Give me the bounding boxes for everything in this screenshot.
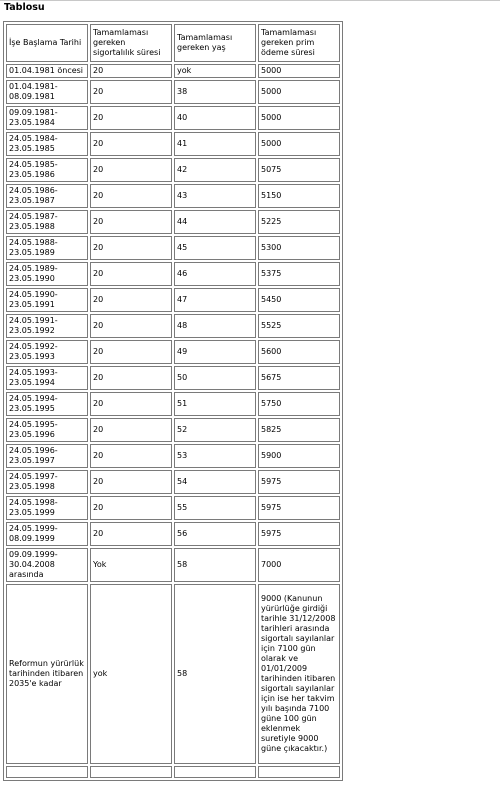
cell-start-date: 24.05.1995-23.05.1996	[6, 418, 88, 442]
cell-insurance-period: 20	[90, 392, 172, 416]
table-row	[6, 522, 340, 546]
cell-age: 58	[174, 548, 256, 582]
cell-age: 43	[174, 184, 256, 208]
cell-age: 44	[174, 210, 256, 234]
table-row	[6, 548, 340, 582]
cell-premium-days: 5975	[258, 522, 340, 546]
top-border-line	[0, 0, 500, 1]
cell-age: 50	[174, 366, 256, 390]
table-row	[6, 470, 340, 494]
cell-premium-days: 9000 (Kanunun yürürlüğe girdiği tarihle 31/12/2008 tarihleri arasında sigortalı sayılanlar için 7100 gün olarak ve 01/01/2009 tarihinden itibaren sigortalı sayılanlar için ise her takvim yılı başında 7100 güne 100 gün eklenmek suretiyle 9000 güne çıkacaktır.)	[258, 584, 340, 764]
cell-start-date: 24.05.1989-23.05.1990	[6, 262, 88, 286]
cell-start-date: 24.05.1986-23.05.1987	[6, 184, 88, 208]
cell-insurance-period: 20	[90, 314, 172, 338]
cell-premium-days: 5975	[258, 496, 340, 520]
cell-insurance-period: 20	[90, 262, 172, 286]
cell-age: 56	[174, 522, 256, 546]
cell-premium-days: 5675	[258, 366, 340, 390]
cell-start-date: 24.05.1996-23.05.1997	[6, 444, 88, 468]
table-row	[6, 236, 340, 260]
cell-start-date: 01.04.1981 öncesi	[6, 64, 88, 78]
cell-age: 42	[174, 158, 256, 182]
cell-premium-days: 5225	[258, 210, 340, 234]
retirement-conditions-table	[3, 21, 343, 781]
cell-premium-days: 5000	[258, 64, 340, 78]
cell-insurance-period: yok	[90, 584, 172, 764]
cell-premium-days: 5525	[258, 314, 340, 338]
cell-insurance-period: 20	[90, 444, 172, 468]
cell-insurance-period: 20	[90, 366, 172, 390]
table-row	[6, 132, 340, 156]
cell-start-date: 01.04.1981-08.09.1981	[6, 80, 88, 104]
cell-premium-days: 5300	[258, 236, 340, 260]
table-row	[6, 496, 340, 520]
cell-insurance-period: 20	[90, 80, 172, 104]
table-header-row	[6, 24, 340, 62]
cell-start-date: 24.05.1991-23.05.1992	[6, 314, 88, 338]
cell-start-date: 24.05.1990-23.05.1991	[6, 288, 88, 312]
table-row	[6, 392, 340, 416]
cell-start-date: 09.09.1981-23.05.1984	[6, 106, 88, 130]
table-row	[6, 184, 340, 208]
table-row	[6, 288, 340, 312]
header-start-date: İşe Başlama Tarihi	[6, 24, 88, 62]
cell-insurance-period: 20	[90, 496, 172, 520]
cell-empty	[258, 766, 340, 778]
cell-insurance-period: 20	[90, 470, 172, 494]
cell-start-date: 24.05.1997-23.05.1998	[6, 470, 88, 494]
cell-start-date: 24.05.1984-23.05.1985	[6, 132, 88, 156]
cell-start-date: 24.05.1987-23.05.1988	[6, 210, 88, 234]
cell-age: 45	[174, 236, 256, 260]
table-row	[6, 444, 340, 468]
cell-age: 54	[174, 470, 256, 494]
cell-insurance-period: 20	[90, 64, 172, 78]
cell-start-date: 24.05.1998-23.05.1999	[6, 496, 88, 520]
header-insurance-period: Tamamlaması gereken sigortalılık süresi	[90, 24, 172, 62]
cell-age: 51	[174, 392, 256, 416]
cell-premium-days: 5000	[258, 106, 340, 130]
cell-premium-days: 5750	[258, 392, 340, 416]
cell-age: 52	[174, 418, 256, 442]
cell-start-date: 24.05.1988-23.05.1989	[6, 236, 88, 260]
cell-age: 38	[174, 80, 256, 104]
header-age: Tamamlaması gereken yaş	[174, 24, 256, 62]
cell-premium-days: 7000	[258, 548, 340, 582]
table-row	[6, 64, 340, 78]
cell-insurance-period: 20	[90, 184, 172, 208]
cell-start-date: Reformun yürürlük tarihinden itibaren 2035'e kadar	[6, 584, 88, 764]
cell-premium-days: 5000	[258, 132, 340, 156]
table-row	[6, 210, 340, 234]
cell-insurance-period: 20	[90, 210, 172, 234]
table-row	[6, 340, 340, 364]
cell-insurance-period: 20	[90, 106, 172, 130]
cell-premium-days: 5375	[258, 262, 340, 286]
table-row	[6, 106, 340, 130]
cell-premium-days: 5900	[258, 444, 340, 468]
table-row	[6, 418, 340, 442]
table-row	[6, 158, 340, 182]
cell-age: 40	[174, 106, 256, 130]
cell-premium-days: 5150	[258, 184, 340, 208]
header-premium-days: Tamamlaması gereken prim ödeme süresi	[258, 24, 340, 62]
cell-insurance-period: 20	[90, 288, 172, 312]
table-row	[6, 80, 340, 104]
cell-start-date: 24.05.1993-23.05.1994	[6, 366, 88, 390]
cell-insurance-period: 20	[90, 522, 172, 546]
cell-premium-days: 5075	[258, 158, 340, 182]
cell-premium-days: 5450	[258, 288, 340, 312]
cell-age: 55	[174, 496, 256, 520]
cell-insurance-period: 20	[90, 236, 172, 260]
cell-premium-days: 5000	[258, 80, 340, 104]
cell-start-date: 24.05.1985-23.05.1986	[6, 158, 88, 182]
table-row	[6, 262, 340, 286]
table-heading: Tablosu	[4, 2, 45, 13]
cell-start-date: 24.05.1992-23.05.1993	[6, 340, 88, 364]
cell-age: 46	[174, 262, 256, 286]
cell-premium-days: 5600	[258, 340, 340, 364]
cell-start-date: 24.05.1994-23.05.1995	[6, 392, 88, 416]
cell-age: 48	[174, 314, 256, 338]
cell-insurance-period: 20	[90, 418, 172, 442]
cell-age: 53	[174, 444, 256, 468]
cell-insurance-period: 20	[90, 158, 172, 182]
cell-insurance-period: 20	[90, 132, 172, 156]
cell-age: 58	[174, 584, 256, 764]
cell-age: 49	[174, 340, 256, 364]
cell-premium-days: 5975	[258, 470, 340, 494]
cell-age: 41	[174, 132, 256, 156]
cell-insurance-period: Yok	[90, 548, 172, 582]
table-row	[6, 584, 340, 764]
table-row-empty	[6, 766, 340, 778]
cell-premium-days: 5825	[258, 418, 340, 442]
cell-empty	[90, 766, 172, 778]
cell-start-date: 24.05.1999-08.09.1999	[6, 522, 88, 546]
cell-empty	[174, 766, 256, 778]
cell-age: yok	[174, 64, 256, 78]
cell-empty	[6, 766, 88, 778]
table-row	[6, 366, 340, 390]
cell-age: 47	[174, 288, 256, 312]
cell-insurance-period: 20	[90, 340, 172, 364]
cell-start-date: 09.09.1999-30.04.2008 arasında	[6, 548, 88, 582]
table-row	[6, 314, 340, 338]
